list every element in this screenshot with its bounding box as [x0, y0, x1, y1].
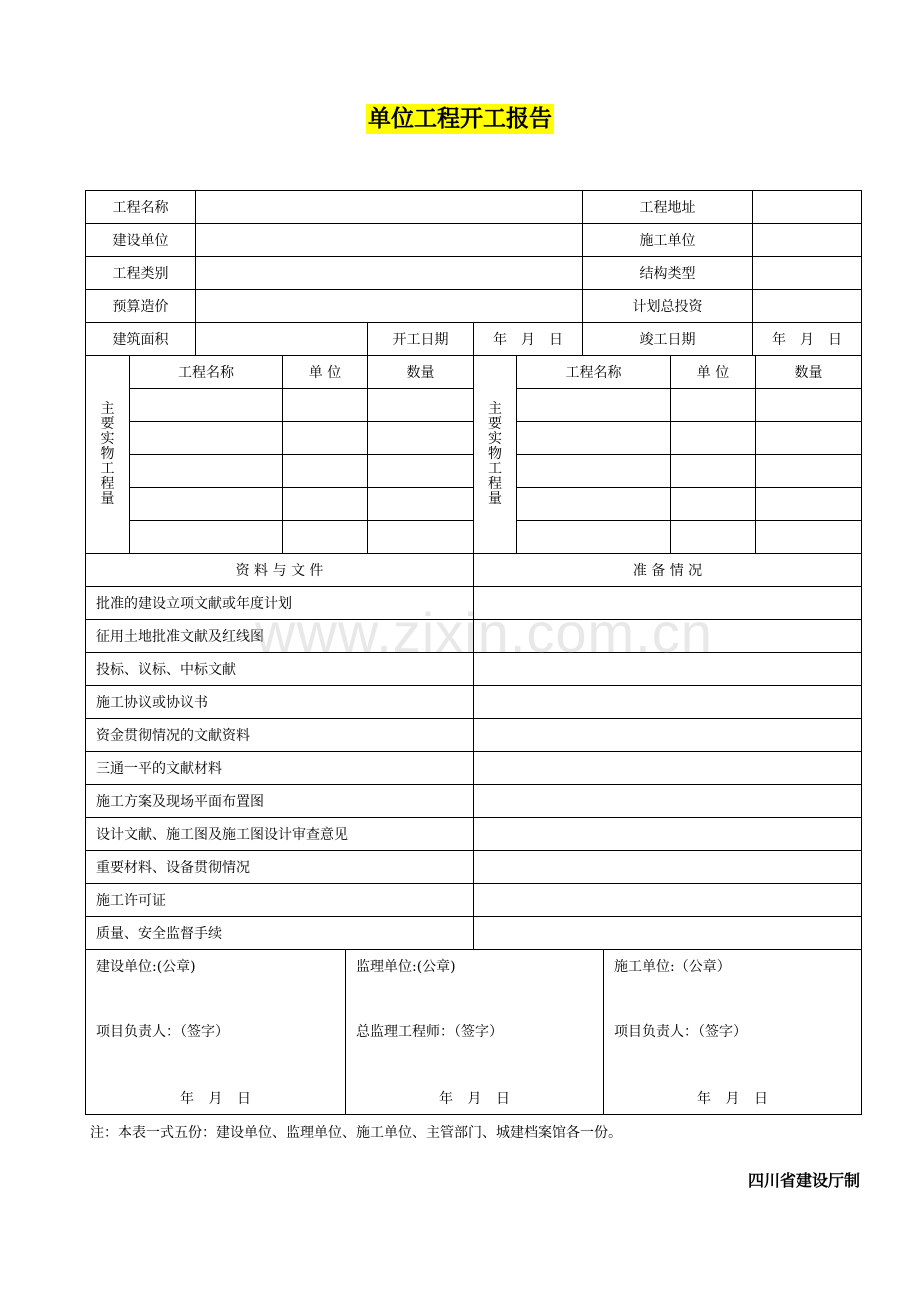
preparation-status[interactable] [474, 719, 862, 752]
cell[interactable] [283, 488, 368, 521]
document-item: 施工协议或协议书 [86, 686, 474, 719]
cell[interactable] [283, 521, 368, 554]
cell[interactable] [517, 488, 671, 521]
area-field[interactable] [196, 323, 368, 356]
supervisor-sign-date: 年 月 日 [439, 1091, 510, 1107]
project-name-field[interactable] [196, 191, 583, 224]
end-date-field[interactable]: 年 月 日 [753, 323, 862, 356]
contractor-signature-box[interactable] [604, 950, 862, 1115]
supervisor-signer-label: 总监理工程师：（签字） [356, 1024, 503, 1040]
header-unit-left: 单 位 [283, 356, 368, 389]
document-item: 投标、议标、中标文献 [86, 653, 474, 686]
contractor-label: 施工单位 [583, 224, 753, 257]
page-title: 单位工程开工报告 [368, 106, 552, 132]
budget-field[interactable] [196, 290, 583, 323]
start-date-label: 开工日期 [368, 323, 474, 356]
cell[interactable] [368, 389, 474, 422]
cell[interactable] [756, 521, 862, 554]
signature-table [85, 949, 862, 1115]
document-row [86, 884, 862, 917]
owner-signer-label: 项目负责人：（签字） [96, 1024, 229, 1040]
structure-type-label: 结构类型 [583, 257, 753, 290]
project-name-label: 工程名称 [86, 191, 196, 224]
cell[interactable] [130, 422, 283, 455]
issuer: 四川省建设厅制 [747, 1171, 860, 1190]
header-name-left: 工程名称 [130, 356, 283, 389]
preparation-status[interactable] [474, 884, 862, 917]
budget-label: 预算造价 [86, 290, 196, 323]
cell[interactable] [130, 488, 283, 521]
document-item: 施工许可证 [86, 884, 474, 917]
cell[interactable] [130, 389, 283, 422]
area-label: 建筑面积 [86, 323, 196, 356]
supervisor-signature-box[interactable] [346, 950, 604, 1115]
document-item: 征用土地批准文献及红线图 [86, 620, 474, 653]
end-date-label: 竣工日期 [583, 323, 753, 356]
quantities-table [85, 355, 862, 554]
cell[interactable] [756, 488, 862, 521]
document-row [86, 752, 862, 785]
cell[interactable] [368, 422, 474, 455]
cell[interactable] [130, 455, 283, 488]
cell[interactable] [368, 521, 474, 554]
preparation-status[interactable] [474, 785, 862, 818]
document-row [86, 917, 862, 950]
cell[interactable] [756, 422, 862, 455]
contractor-field[interactable] [753, 224, 862, 257]
document-item: 质量、安全监督手续 [86, 917, 474, 950]
document-row [86, 686, 862, 719]
planned-investment-label: 计划总投资 [583, 290, 753, 323]
preparation-status[interactable] [474, 686, 862, 719]
cell[interactable] [368, 488, 474, 521]
footnote: 注：本表一式五份：建设单位、监理单位、施工单位、主管部门、城建档案馆各一份。 [90, 1125, 622, 1141]
document-item: 重要材料、设备贯彻情况 [86, 851, 474, 884]
cell[interactable] [517, 521, 671, 554]
owner-field[interactable] [196, 224, 583, 257]
header-qty-right: 数量 [756, 356, 862, 389]
document-row [86, 719, 862, 752]
preparation-status[interactable] [474, 917, 862, 950]
owner-seal-label: 建设单位:(公章) [96, 959, 196, 975]
cell[interactable] [517, 422, 671, 455]
project-info-table [85, 190, 862, 356]
document-row [86, 785, 862, 818]
header-qty-left: 数量 [368, 356, 474, 389]
header-name-right: 工程名称 [517, 356, 671, 389]
cell[interactable] [671, 488, 756, 521]
contractor-sign-date: 年 月 日 [697, 1091, 768, 1107]
cell[interactable] [517, 389, 671, 422]
cell[interactable] [517, 455, 671, 488]
document-row [86, 851, 862, 884]
cell[interactable] [756, 455, 862, 488]
document-item: 设计文献、施工图及施工图设计审查意见 [86, 818, 474, 851]
planned-investment-field[interactable] [753, 290, 862, 323]
owner-label: 建设单位 [86, 224, 196, 257]
document-item: 施工方案及现场平面布置图 [86, 785, 474, 818]
project-address-label: 工程地址 [583, 191, 753, 224]
document-item: 资金贯彻情况的文献资料 [86, 719, 474, 752]
quantities-side-label-right: 主 要 实 物 工 程 量 [474, 356, 517, 554]
contractor-seal-label: 施工单位:（公章） [614, 959, 731, 975]
project-address-field[interactable] [753, 191, 862, 224]
quantities-side-label-left: 主 要 实 物 工 程 量 [86, 356, 130, 554]
cell[interactable] [368, 455, 474, 488]
watermark: www.zixin.com.cn [255, 601, 713, 664]
cell[interactable] [671, 455, 756, 488]
cell[interactable] [283, 455, 368, 488]
structure-type-field[interactable] [753, 257, 862, 290]
preparation-status[interactable] [474, 851, 862, 884]
document-row [86, 818, 862, 851]
cell[interactable] [671, 389, 756, 422]
supervisor-seal-label: 监理单位:(公章) [356, 959, 456, 975]
document-item: 三通一平的文献材料 [86, 752, 474, 785]
document-item: 批准的建设立项文献或年度计划 [86, 587, 474, 620]
owner-sign-date: 年 月 日 [180, 1091, 251, 1107]
cell[interactable] [671, 521, 756, 554]
cell[interactable] [756, 389, 862, 422]
owner-signature-box[interactable] [86, 950, 346, 1115]
project-type-label: 工程类别 [86, 257, 196, 290]
preparation-status[interactable] [474, 818, 862, 851]
project-type-field[interactable] [196, 257, 583, 290]
cell[interactable] [283, 389, 368, 422]
cell[interactable] [283, 422, 368, 455]
preparation-header: 准 备 情 况 [474, 554, 862, 587]
cell[interactable] [671, 422, 756, 455]
start-date-field[interactable]: 年 月 日 [474, 323, 583, 356]
cell[interactable] [130, 521, 283, 554]
documents-header: 资 料 与 文 件 [86, 554, 474, 587]
preparation-status[interactable] [474, 752, 862, 785]
header-unit-right: 单 位 [671, 356, 756, 389]
contractor-signer-label: 项目负责人：（签字） [614, 1024, 747, 1040]
